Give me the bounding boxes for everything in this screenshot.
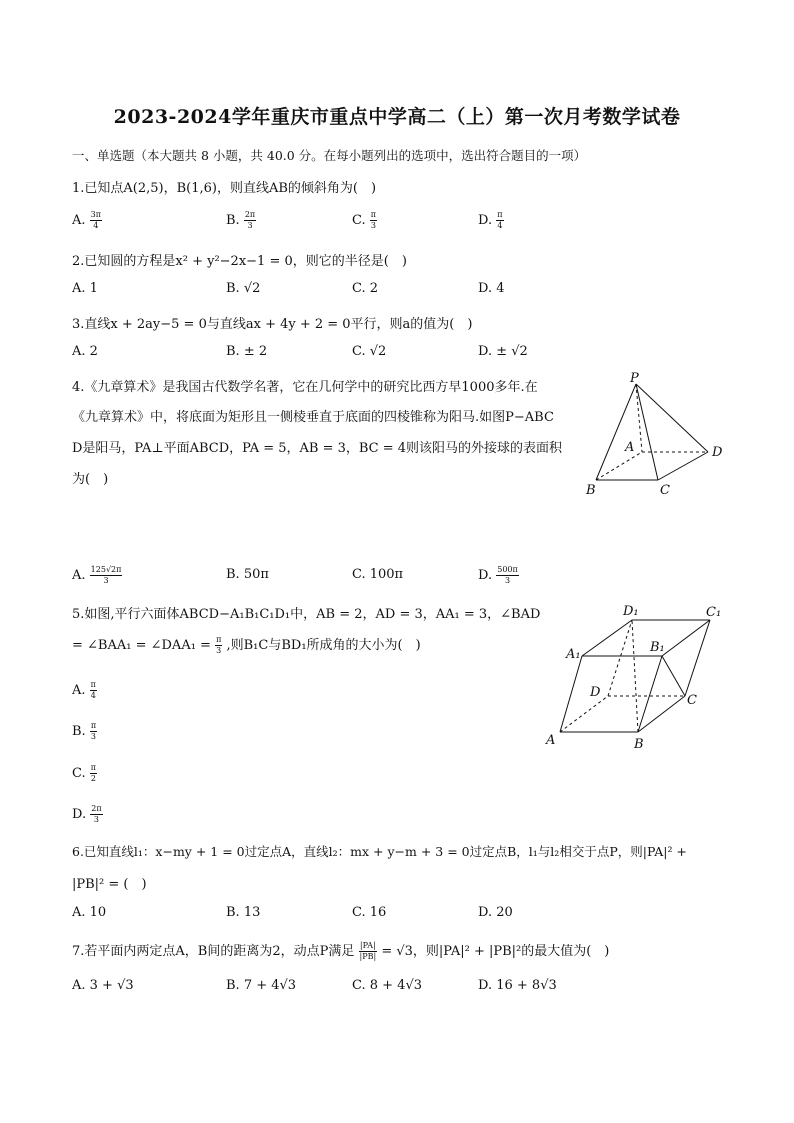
question-2-option-b[interactable]: B. √2 (226, 281, 261, 296)
exam-title: 2023-2024学年重庆市重点中学高二（上）第一次月考数学试卷 (113, 106, 681, 128)
edge-PA (636, 384, 642, 452)
fraction: $\frac{|PA|}{|PB|}$ (359, 941, 377, 961)
label-D1: D₁ (623, 604, 639, 619)
question-7-option-d[interactable]: D. 16 + 8√3 (478, 978, 557, 993)
question-3-stem: 3.直线x + 2ay−5 = 0与直线ax + 4y + 2 = 0平行，则a的值为( ) (72, 317, 473, 332)
question-5-option-d[interactable]: D. $\frac{2\pi}{3}$ (72, 804, 102, 824)
question-2-option-c[interactable]: C. 2 (352, 281, 379, 296)
fraction: $\frac{\pi}{3}$ (216, 635, 222, 655)
edge-CC1 (685, 620, 710, 696)
label-C: C (660, 483, 670, 498)
label-C: C (687, 693, 697, 708)
edge-AA1 (560, 656, 582, 732)
question-6-line-2: |PB|² = ( ) (72, 877, 147, 892)
question-4-line-1: 4.《九章算术》是我国古代数学名著，它在几何学中的研究比西方早1000多年.在 (72, 380, 538, 395)
question-4-line-3: D是阳马，PA⊥平面ABCD，PA = 5，AB = 3，BC = 4则该阳马的外接球的表面积 (72, 441, 563, 456)
label-A1: A₁ (566, 647, 581, 662)
question-4-line-2: 《九章算术》中，将底面为矩形且一侧棱垂直于底面的四棱锥称为阳马.如图P−ABC (72, 410, 554, 425)
section-heading: 一、单选题（本大题共 8 小题，共 40.0 分。在每小题列出的选项中，选出符合题目的一项） (72, 148, 587, 163)
question-2-stem: 2.已知圆的方程是x² + y²−2x−1 = 0，则它的半径是( ) (72, 254, 407, 269)
fraction: $\frac{125√2\pi}{3}$ (90, 565, 122, 585)
fraction: $\frac{\pi}{3}$ (370, 210, 377, 230)
edge-AD (560, 696, 608, 732)
question-3-option-c[interactable]: C. √2 (352, 344, 387, 359)
question-4-option-b[interactable]: B. 50π (226, 567, 269, 582)
label-B: B (634, 737, 644, 752)
label-B1: B₁ (650, 640, 665, 655)
question-4-option-c[interactable]: C. 100π (352, 567, 404, 582)
diagonal-BD1 (632, 620, 638, 732)
question-6-option-c[interactable]: C. 16 (352, 905, 387, 920)
question-3-option-d[interactable]: D. ± √2 (478, 344, 528, 359)
edge-BB1 (638, 656, 662, 732)
question-7-option-b[interactable]: B. 7 + 4√3 (226, 978, 297, 993)
fraction: $\frac{\pi}{4}$ (90, 680, 96, 700)
question-2-option-a[interactable]: A. 1 (72, 281, 98, 296)
edge-PC (636, 384, 658, 480)
label-C1: C₁ (706, 605, 722, 620)
question-7-option-c[interactable]: C. 8 + 4√3 (352, 978, 423, 993)
question-3-option-b[interactable]: B. ± 2 (226, 344, 268, 359)
diagonal-B1C (662, 656, 685, 696)
question-1-option-d[interactable]: D. $\frac{\pi}{4}$ (478, 210, 503, 230)
fraction: $\frac{\pi}{3}$ (90, 721, 97, 741)
question-6-option-d[interactable]: D. 20 (478, 905, 513, 920)
fraction: $\frac{500\pi}{3}$ (497, 565, 518, 585)
edge-CD (658, 452, 708, 480)
question-6-line-1: 6.已知直线l₁：x−my + 1 = 0过定点A，直线l₂：mx + y−m + 3 = 0过定点B，l₁与l₂相交于点P，则|PA|² + (72, 844, 687, 859)
question-5-line-2: = ∠BAA₁ = ∠DAA₁ = $\frac{\pi}{3}$ ,则B₁C与BD₁所成角的大小为( ) (72, 635, 421, 655)
fraction: $\frac{\pi}{4}$ (497, 210, 503, 230)
question-2-option-d[interactable]: D. 4 (478, 281, 505, 296)
question-5-option-c[interactable]: C. $\frac{\pi}{2}$ (72, 763, 97, 783)
label-A: A (546, 733, 556, 748)
question-1-option-a[interactable]: A. $\frac{3\pi}{4}$ (72, 210, 102, 230)
edge-DD1 (608, 620, 632, 696)
label-D: D (712, 445, 723, 460)
question-6-option-a[interactable]: A. 10 (72, 905, 107, 920)
edge-BC (638, 696, 685, 732)
pyramid-figure (580, 372, 730, 502)
label-D: D (590, 685, 601, 700)
fraction: $\frac{\pi}{2}$ (90, 763, 97, 783)
question-5-option-a[interactable]: A. $\frac{\pi}{4}$ (72, 680, 96, 700)
question-3-option-a[interactable]: A. 2 (72, 344, 98, 359)
label-B: B (586, 483, 596, 498)
edge-PD (636, 384, 708, 452)
question-6-option-b[interactable]: B. 13 (226, 905, 261, 920)
fraction: $\frac{2\pi}{3}$ (91, 804, 102, 824)
label-A: A (625, 440, 635, 455)
question-1-option-b[interactable]: B. $\frac{2\pi}{3}$ (226, 210, 256, 230)
question-1-option-c[interactable]: C. $\frac{\pi}{3}$ (352, 210, 377, 230)
question-5-option-b[interactable]: B. $\frac{\pi}{3}$ (72, 721, 97, 741)
edge-AB (596, 452, 642, 480)
fraction: $\frac{3\pi}{4}$ (90, 210, 102, 230)
edge-PB (596, 384, 636, 480)
edge-B1C1 (662, 620, 710, 656)
question-5-line-1: 5.如图,平行六面体ABCD−A₁B₁C₁D₁中，AB = 2，AD = 3，AA₁ = 3，∠BAD (72, 607, 541, 622)
question-4-option-a[interactable]: A. $\frac{125√2\pi}{3}$ (72, 565, 122, 585)
question-4-line-4: 为( ) (72, 472, 109, 487)
question-1-stem: 1.已知点A(2,5)，B(1,6)，则直线AB的倾斜角为( ) (72, 181, 377, 196)
parallelepiped-figure (540, 600, 730, 755)
fraction: $\frac{2\pi}{3}$ (244, 210, 256, 230)
label-P: P (630, 372, 639, 386)
edge-A1D1 (582, 620, 632, 656)
question-7-option-a[interactable]: A. 3 + √3 (72, 978, 134, 993)
question-4-option-d[interactable]: D. $\frac{500\pi}{3}$ (478, 565, 518, 585)
question-7-stem: 7.若平面内两定点A，B间的距离为2，动点P满足 $\frac{|PA|}{|PB|}$ = √3，则|PA|² + |PB|²的最大值为( ) (72, 941, 610, 961)
